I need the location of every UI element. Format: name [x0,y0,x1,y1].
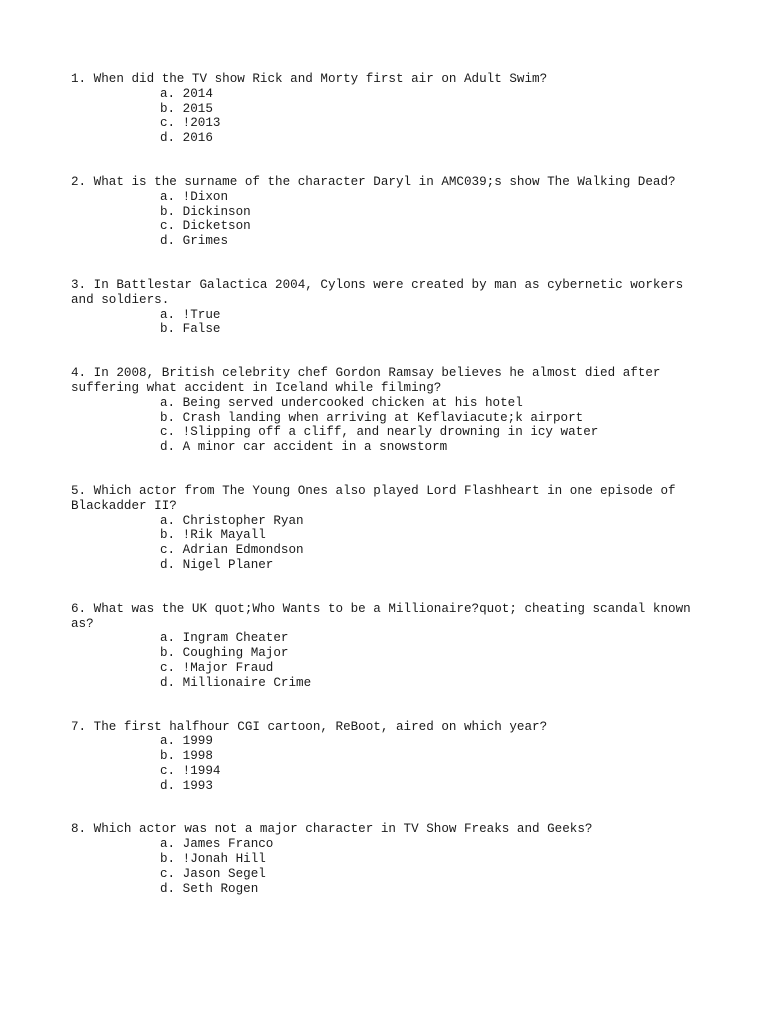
question-text: 3. In Battlestar Galactica 2004, Cylons were created by man as cybernetic workers and soldiers. [71,277,684,307]
option-list [71,87,691,146]
option-a: a. !Dixon [160,189,229,204]
option-a: a. Ingram Cheater [160,631,289,646]
option-b: b. 1998 [160,749,213,764]
question-7 [71,720,691,794]
question-text: 1. When did the TV show Rick and Morty first air on Adult Swim? [71,72,548,86]
question-text: 8. Which actor was not a major character in TV Show Freaks and Geeks? [71,822,593,837]
option-d: d. Grimes [160,234,229,249]
question-text: 4. In 2008, British celebrity chef Gordon Ramsay believes he almost died after suffering what accident in Iceland while filming? [71,366,661,395]
option-c: c. !Major Fraud [160,660,274,675]
option-b: b. 2015 [160,101,213,116]
option-list [71,514,691,573]
option-b: b. False [160,322,221,337]
option-a: a. Being served undercooked chicken at his hotel [160,395,523,410]
option-b: b. Coughing Major [160,646,289,661]
option-c: c. !1994 [160,763,221,778]
option-list [71,190,691,249]
quiz-content [71,72,691,925]
option-d: d. Millionaire Crime [160,675,312,690]
option-c: c. Adrian Edmondson [160,543,304,558]
option-a: a. 1999 [160,734,213,749]
option-d: d. 1993 [160,778,213,793]
option-d: d. A minor car accident in a snowstorm [160,440,448,455]
option-c: c. Dicketson [160,219,251,234]
option-c: c. !2013 [160,116,221,131]
option-a: a. 2014 [160,86,213,101]
option-a: a. Christopher Ryan [160,513,304,528]
option-b: b. !Rik Mayall [160,528,266,543]
option-d: d. Seth Rogen [160,881,259,896]
option-d: d. Nigel Planer [160,557,274,572]
question-5 [71,484,691,573]
question-text: 7. The first halfhour CGI cartoon, ReBoot, aired on which year? [71,719,548,734]
question-text: 5. Which actor from The Young Ones also played Lord Flashheart in one episode of Blackadder II? [71,483,676,513]
question-3 [71,278,691,337]
option-c: c. !Slipping off a cliff, and nearly drowning in icy water [160,425,599,440]
option-list [71,837,691,896]
question-6 [71,602,691,691]
option-a: a. !True [160,307,221,322]
option-b: b. !Jonah Hill [160,852,266,867]
option-b: b. Crash landing when arriving at Keflaviacute;k airport [160,410,584,425]
option-d: d. 2016 [160,131,213,146]
question-2 [71,175,691,249]
option-list [71,734,691,793]
question-4 [71,366,691,455]
option-list [71,308,691,338]
option-list [71,631,691,690]
option-list [71,396,691,455]
option-a: a. James Franco [160,837,274,852]
question-text: 2. What is the surname of the character Daryl in AMC039;s show The Walking Dead? [71,174,676,189]
option-c: c. Jason Segel [160,866,266,881]
option-b: b. Dickinson [160,204,251,219]
question-1 [71,72,691,146]
question-8 [71,822,691,896]
question-text: 6. What was the UK quot;Who Wants to be a Millionaire?quot; cheating scandal known as? [71,601,691,631]
